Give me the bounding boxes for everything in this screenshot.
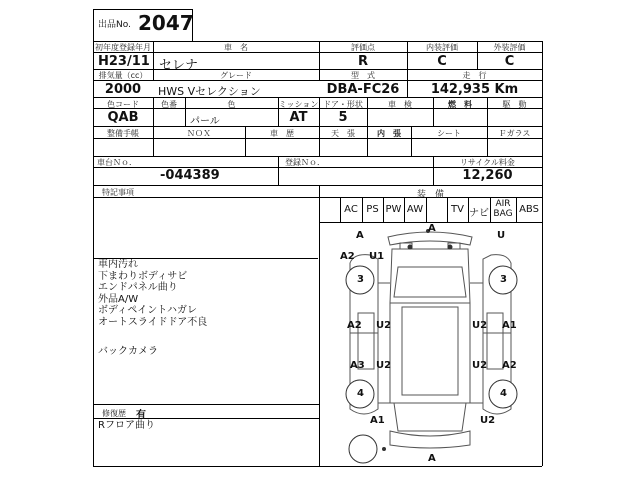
equipment-ps: PS [366,204,379,215]
model-label: 車 名 [224,43,248,52]
spare-wheel [349,435,377,463]
color-number-value: パール [190,116,220,127]
damage-mark: U2 [480,415,496,426]
damage-mark: 3 [500,274,507,285]
damage-mark: A2 [502,360,517,371]
model-value: セレナ [159,58,199,73]
year-label: 初年度登録年月 [95,43,151,52]
rear-bumper-outline [390,431,470,448]
repair-history-label: 修復歴 [102,409,126,418]
vehicle-history-label: 車 歴 [270,129,294,138]
displacement-label: 排気量（cc） [98,71,148,80]
drive-label: 駆 動 [502,100,527,109]
lot-number-label: 出品No. [98,20,131,30]
damage-mark: A [428,223,436,234]
notes-label: 特記事項 [102,188,134,197]
registration-number-label: 登録Ｎｏ． [285,158,325,167]
damage-mark: U1 [369,251,385,262]
damage-mark: U2 [376,320,392,331]
color-label: 色 [227,100,236,109]
note-line: 下まわりボディサビ [98,270,188,282]
mileage-label: 走 行 [462,71,487,80]
color-number-label: 色番 [161,100,177,109]
color-code-value: QAB [107,110,139,125]
damage-mark: A2 [347,320,362,331]
damage-mark: A1 [370,415,385,426]
chassis-number-value: -044389 [160,168,220,183]
doors-value: 5 [338,110,348,125]
damage-mark: A [356,230,364,241]
maintenance-book-label: 整備手帳 [107,129,139,138]
mission-value: AT [289,110,308,125]
windshield-outline [394,267,466,297]
note-line: 車内汚れ [98,259,138,270]
damage-mark: 4 [357,388,364,399]
interior-score-label: 内装評価 [426,43,458,52]
note-line: エンドパネル曲り [98,282,178,293]
equipment-label: 装 備 [416,190,444,200]
fuel-label: 燃 料 [448,100,472,109]
interior-score-value: C [437,54,447,69]
type-label: 型 式 [351,71,375,80]
equipment-aw: AW [406,204,424,215]
note-line: ボディペイントハガレ [98,305,197,316]
right-side-window [487,313,503,369]
recycle-fee-value: 12,260 [462,168,513,183]
score-value: R [357,54,368,69]
interior-panel-label: 内 張 [377,129,401,138]
grade-label: グレード [220,71,252,80]
damage-mark: 3 [357,274,364,285]
mission-label: ミッション [278,100,319,109]
rear-window-outline [394,403,466,431]
equipment-pw: PW [385,204,402,215]
equipment-airbag: AIR BAG [493,199,513,219]
damage-mark: U2 [472,320,488,331]
exterior-score-label: 外装評価 [493,43,526,52]
color-code-label: 色コード [107,100,139,109]
damage-mark: 4 [500,388,507,399]
damage-mark: U2 [472,360,488,371]
equipment-abs: ABS [519,204,539,215]
roof-outline [402,307,458,395]
repair-history-value: 有 [136,410,146,421]
nox-label: ＮＯＸ [187,129,211,138]
displacement-value: 2000 [104,82,142,97]
exterior-score-value: C [504,54,515,69]
recycle-fee-label: リサイクル料金 [460,158,515,167]
note-line: 外品A/W [98,293,139,305]
mileage-value: 142,935 Km [430,82,519,97]
damage-mark: A2 [340,251,355,262]
repair-history-note: Rフロア曲り [98,420,155,431]
note-line: オートスライドドア不良 [98,316,208,328]
seat-label: シート [437,129,461,138]
damage-mark: A [428,453,436,464]
notes-list [98,259,207,328]
bonnet-outline [390,249,470,303]
damage-mark: A1 [502,320,517,331]
equipment-ac: AC [344,204,358,215]
front-glass-label: Ｆガラス [498,129,531,138]
equipment-tv: TV [451,204,464,215]
damage-mark: U [497,230,506,241]
grade-value: HWS Vセレクション [158,85,261,98]
type-value: DBA-FC26 [326,82,400,97]
inspection-label: 車 検 [388,100,412,109]
ceiling-label: 天 張 [331,129,355,138]
damage-mark: U2 [376,360,392,371]
equipment-navi: ナビ [469,208,489,219]
doors-label: ドア・形状 [323,100,363,109]
note-extra: バックカメラ [98,346,158,357]
year-value: H23/11 [98,54,150,69]
chassis-number-label: 車台Ｎｏ． [97,158,137,167]
lot-number-value: 2047 [138,11,194,35]
damage-mark: A3 [350,360,365,371]
score-label: 評価点 [351,43,375,52]
